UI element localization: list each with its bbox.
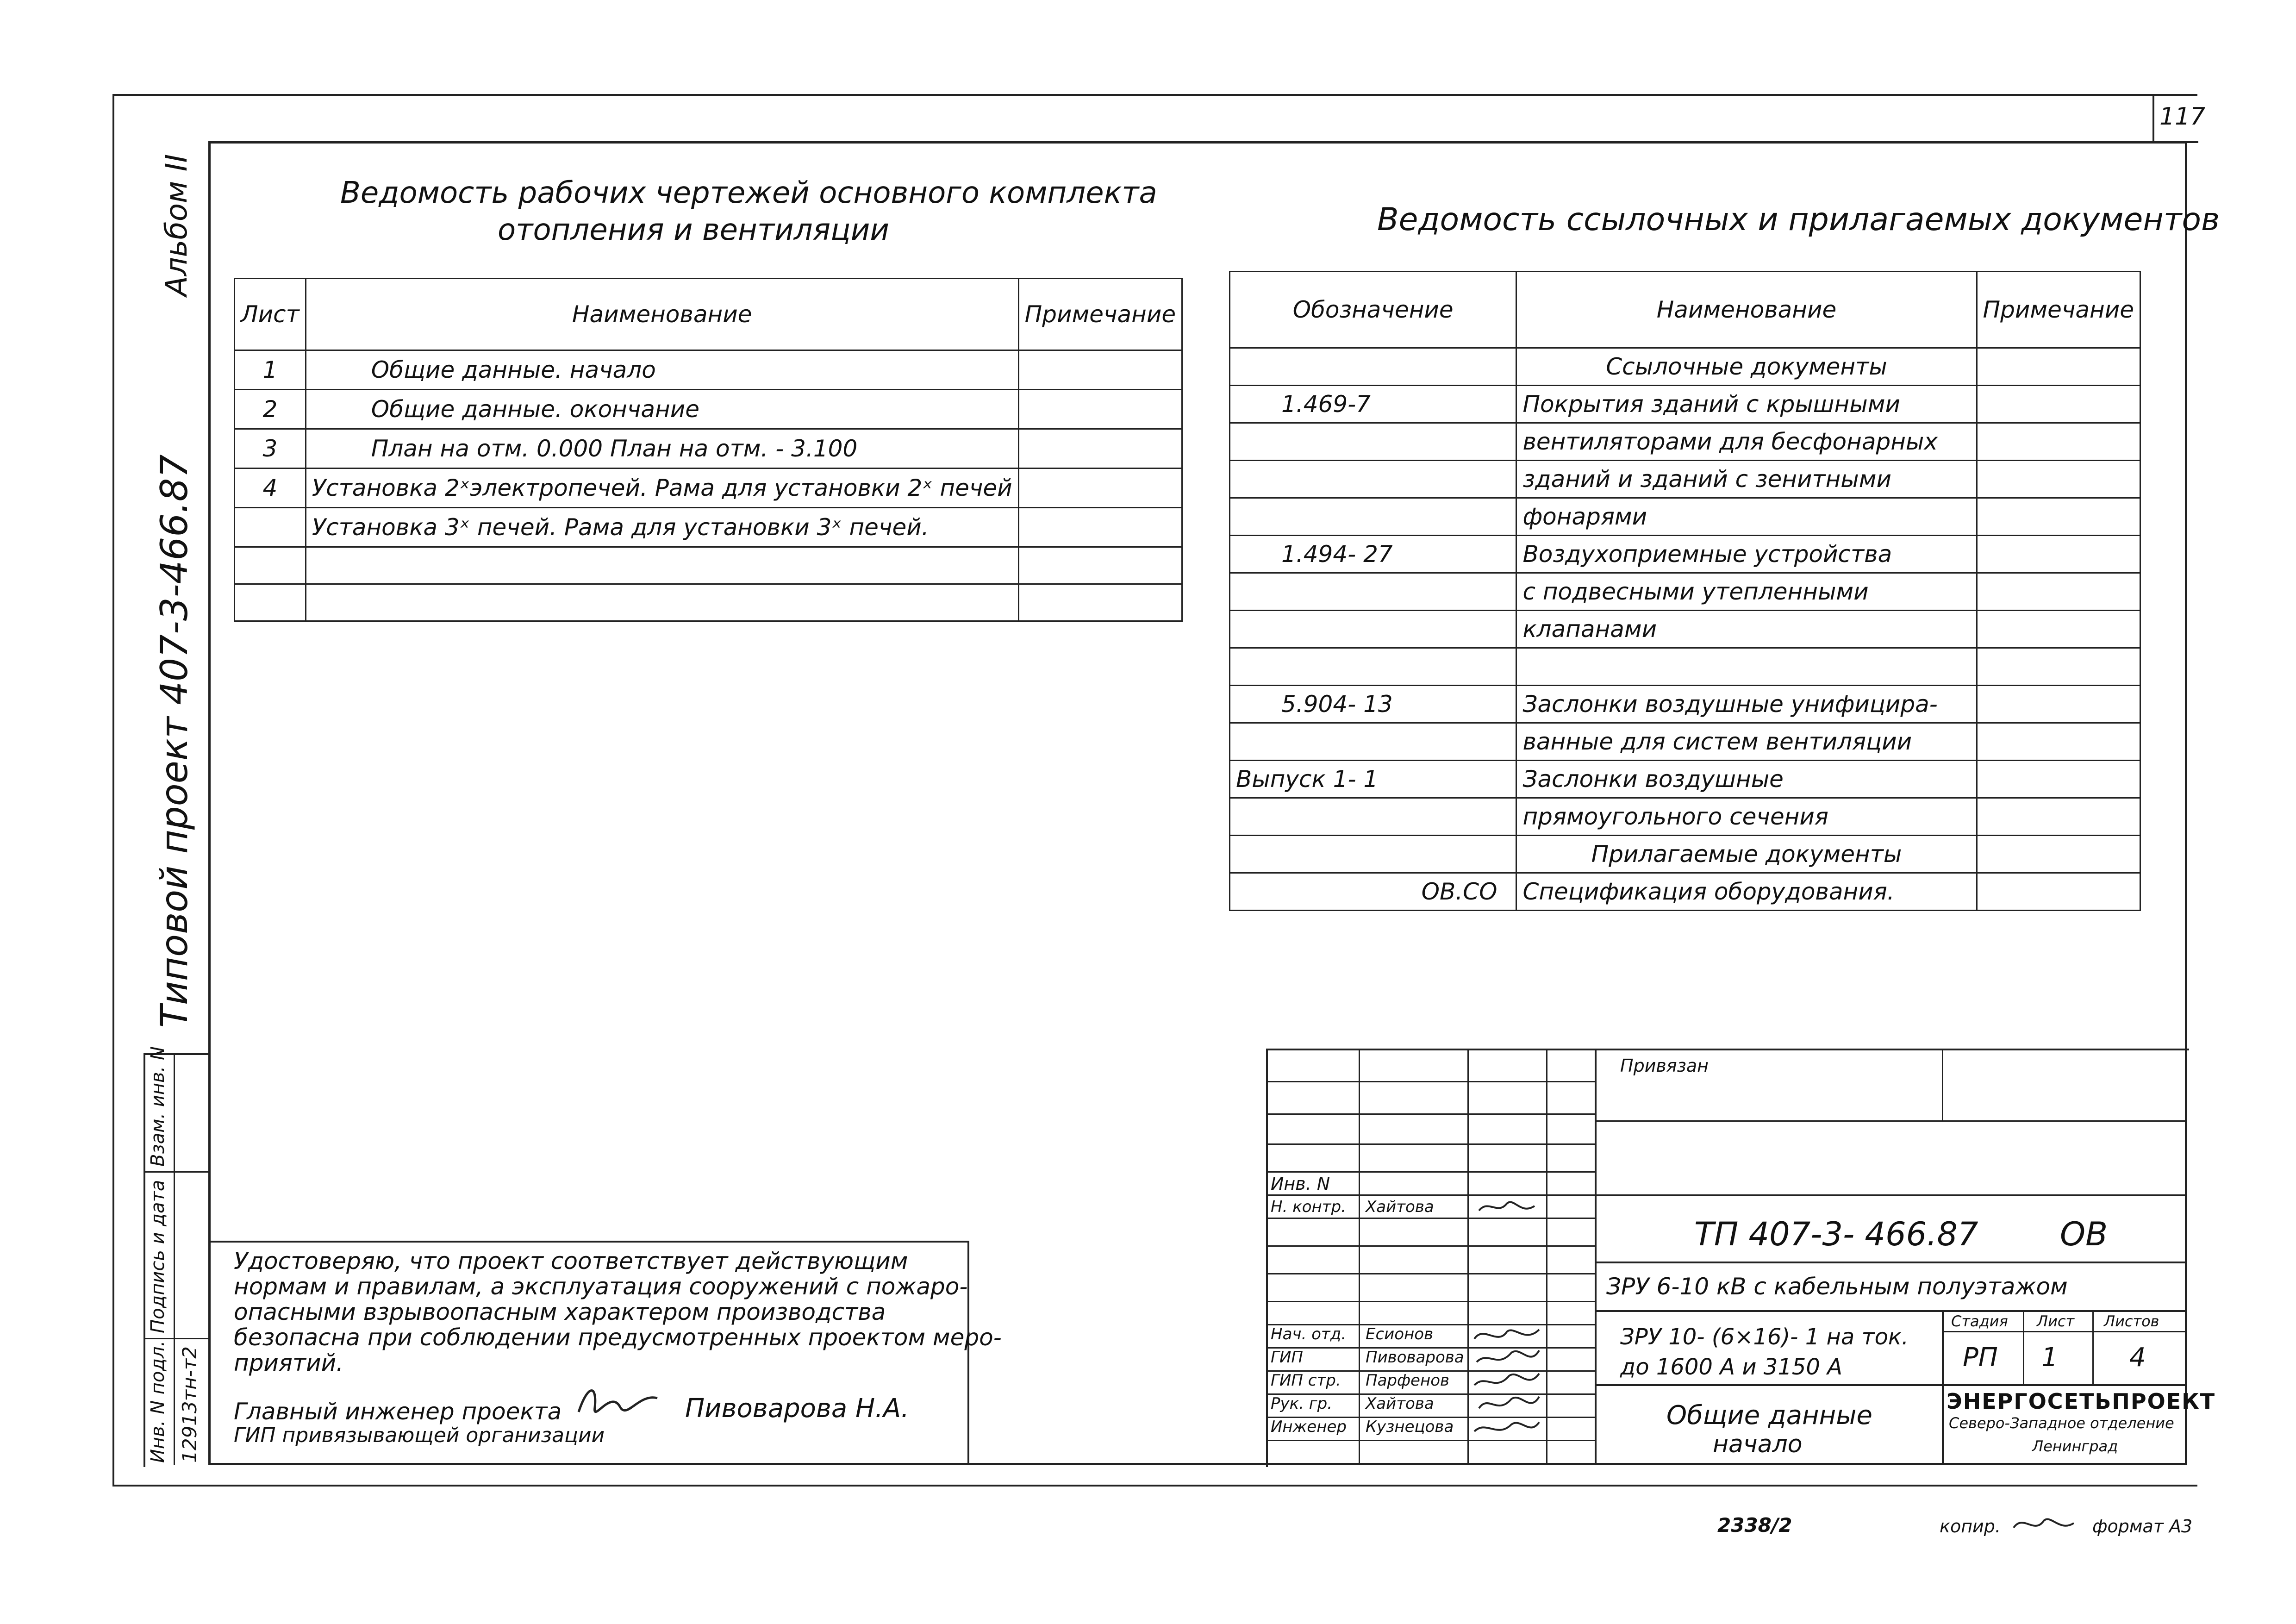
privyazan-label: Привязан	[1620, 1056, 1709, 1076]
org-name: ЭНЕРГОСЕТЬПРОЕКТ	[1947, 1389, 2216, 1414]
table-row: Выпуск 1- 1 Заслонки воздушные	[1230, 761, 2140, 798]
table-row	[235, 584, 1182, 621]
page-number: 117	[2159, 103, 2206, 131]
org-city: Ленинград	[2032, 1437, 2118, 1455]
table-row: 4 Установка 2ˣэлектропечей. Рама для установки 2ˣ печей	[235, 468, 1182, 508]
footer-copy: копир.	[1940, 1516, 2001, 1537]
table-row: ванные для систем вентиляции	[1230, 723, 2140, 761]
sheet-title-1: Общие данные	[1666, 1400, 1872, 1430]
n-kontr-label: Н. контр.	[1271, 1198, 1346, 1216]
table-row: 1.469-7 Покрытия зданий с крышными	[1230, 386, 2140, 423]
table-row: фонарями	[1230, 498, 2140, 536]
object-line: ЗРУ 6-10 кВ с кабельным полуэтажом	[1606, 1273, 2068, 1300]
certification-line-2: нормам и правилам, а эксплуатация сооружений с пожаро-	[234, 1273, 968, 1300]
table-row: 1.494- 27 Воздухоприемные устройства	[1230, 536, 2140, 573]
document-code: ТП 407-3- 466.87	[1694, 1215, 1978, 1253]
sub-line-2: до 1600 А и 3150 А	[1620, 1354, 1843, 1380]
person-name-2: Парфенов	[1366, 1371, 1450, 1390]
footer-format: формат А3	[2092, 1516, 2193, 1537]
table-row: Установка 3ˣ печей. Рама для установки 3ˣ печей.	[235, 508, 1182, 547]
gip-label: ГИП привязывающей организации	[234, 1424, 605, 1447]
sub-line-1: ЗРУ 10- (6×16)- 1 на ток.	[1620, 1324, 1909, 1350]
chief-engineer-label: Главный инженер проекта	[234, 1398, 562, 1425]
sheet-title-2: начало	[1713, 1430, 1803, 1458]
document-mark: ОВ	[2060, 1215, 2108, 1253]
left-table-title-1: Ведомость рабочих чертежей основного комплекта	[340, 176, 1157, 210]
right-table	[1229, 271, 2141, 911]
table-row: прямоугольного сечения	[1230, 798, 2140, 836]
copy-signature	[2009, 1512, 2078, 1537]
person-name-3: Хайтова	[1366, 1394, 1434, 1413]
org-department: Северо-Западное отделение	[1949, 1414, 2174, 1432]
side-stamp-vzam: Взам. инв. N	[147, 1046, 168, 1167]
table-row: 3 План на отм. 0.000 План на отм. - 3.100	[235, 429, 1182, 468]
table-row: Прилагаемые документы	[1230, 836, 2140, 873]
certification-line-1: Удостоверяю, что проект соответствует действующим	[234, 1248, 908, 1274]
album-label: Альбом II	[160, 154, 194, 296]
sheet-value: 1	[2041, 1343, 2058, 1373]
chief-signature	[569, 1380, 662, 1430]
left-table	[234, 278, 1183, 622]
right-table-title: Ведомость ссылочных и прилагаемых документов	[1377, 201, 2220, 238]
sheets-value: 4	[2129, 1343, 2146, 1373]
person-role-1: ГИП	[1271, 1348, 1303, 1367]
footer-number: 2338/2	[1717, 1514, 1792, 1537]
sheet-label: Лист	[2037, 1312, 2075, 1330]
table-row: клапанами	[1230, 611, 2140, 648]
person-name-0: Есионов	[1366, 1325, 1434, 1343]
left-table-title-2: отопления и вентиляции	[498, 213, 889, 247]
person-role-2: ГИП стр.	[1271, 1371, 1341, 1390]
n-kontr-signature	[1474, 1197, 1539, 1218]
certification-line-5: приятий.	[234, 1349, 344, 1376]
header-note: Примечание	[1018, 279, 1182, 350]
stage-value: РП	[1963, 1343, 1998, 1373]
table-row: ОВ.СО Спецификация оборудования.	[1230, 873, 2140, 911]
table-row: зданий и зданий с зенитными	[1230, 461, 2140, 498]
table-row: 1 Общие данные. начало	[235, 350, 1182, 390]
side-stamp-podpis: Подпись и дата	[147, 1180, 168, 1333]
person-role-3: Рук. гр.	[1271, 1394, 1333, 1413]
header-name: Наименование	[1516, 272, 1977, 348]
person-name-4: Кузнецова	[1366, 1418, 1454, 1436]
signatures	[1470, 1325, 1544, 1441]
header-code: Обозначение	[1230, 272, 1516, 348]
sheets-label: Листов	[2104, 1312, 2159, 1330]
project-label: Типовой проект 407-3-466.87	[153, 454, 196, 1028]
table-row: 5.904- 13 Заслонки воздушные унифицира-	[1230, 686, 2140, 723]
certification-line-4: безопасна при соблюдении предусмотренных проектом меро-	[234, 1324, 1002, 1351]
table-row: вентиляторами для бесфонарных	[1230, 423, 2140, 461]
inv-n-label: Инв. N	[1271, 1174, 1330, 1194]
header-name: Наименование	[306, 279, 1018, 350]
table-row: 2 Общие данные. окончание	[235, 390, 1182, 429]
table-row	[235, 547, 1182, 584]
side-stamp-inv: Инв. N подл.	[147, 1340, 168, 1463]
chief-engineer-name: Пивоварова Н.А.	[685, 1393, 910, 1424]
certification-line-3: опасными взрывоопасным характером производства	[234, 1299, 886, 1325]
header-note: Примечание	[1977, 272, 2140, 348]
header-list: Лист	[235, 279, 306, 350]
person-role-0: Нач. отд.	[1271, 1325, 1347, 1343]
table-row: Ссылочные документы	[1230, 348, 2140, 386]
side-stamp-inv-value: 12913тн-т2	[178, 1346, 201, 1463]
table-row: с подвесными утепленными	[1230, 573, 2140, 611]
n-kontr-name: Хайтова	[1366, 1198, 1434, 1216]
person-role-4: Инженер	[1271, 1418, 1347, 1436]
stage-label: Стадия	[1951, 1312, 2008, 1330]
table-row	[1230, 648, 2140, 686]
person-name-1: Пивоварова	[1366, 1348, 1464, 1367]
